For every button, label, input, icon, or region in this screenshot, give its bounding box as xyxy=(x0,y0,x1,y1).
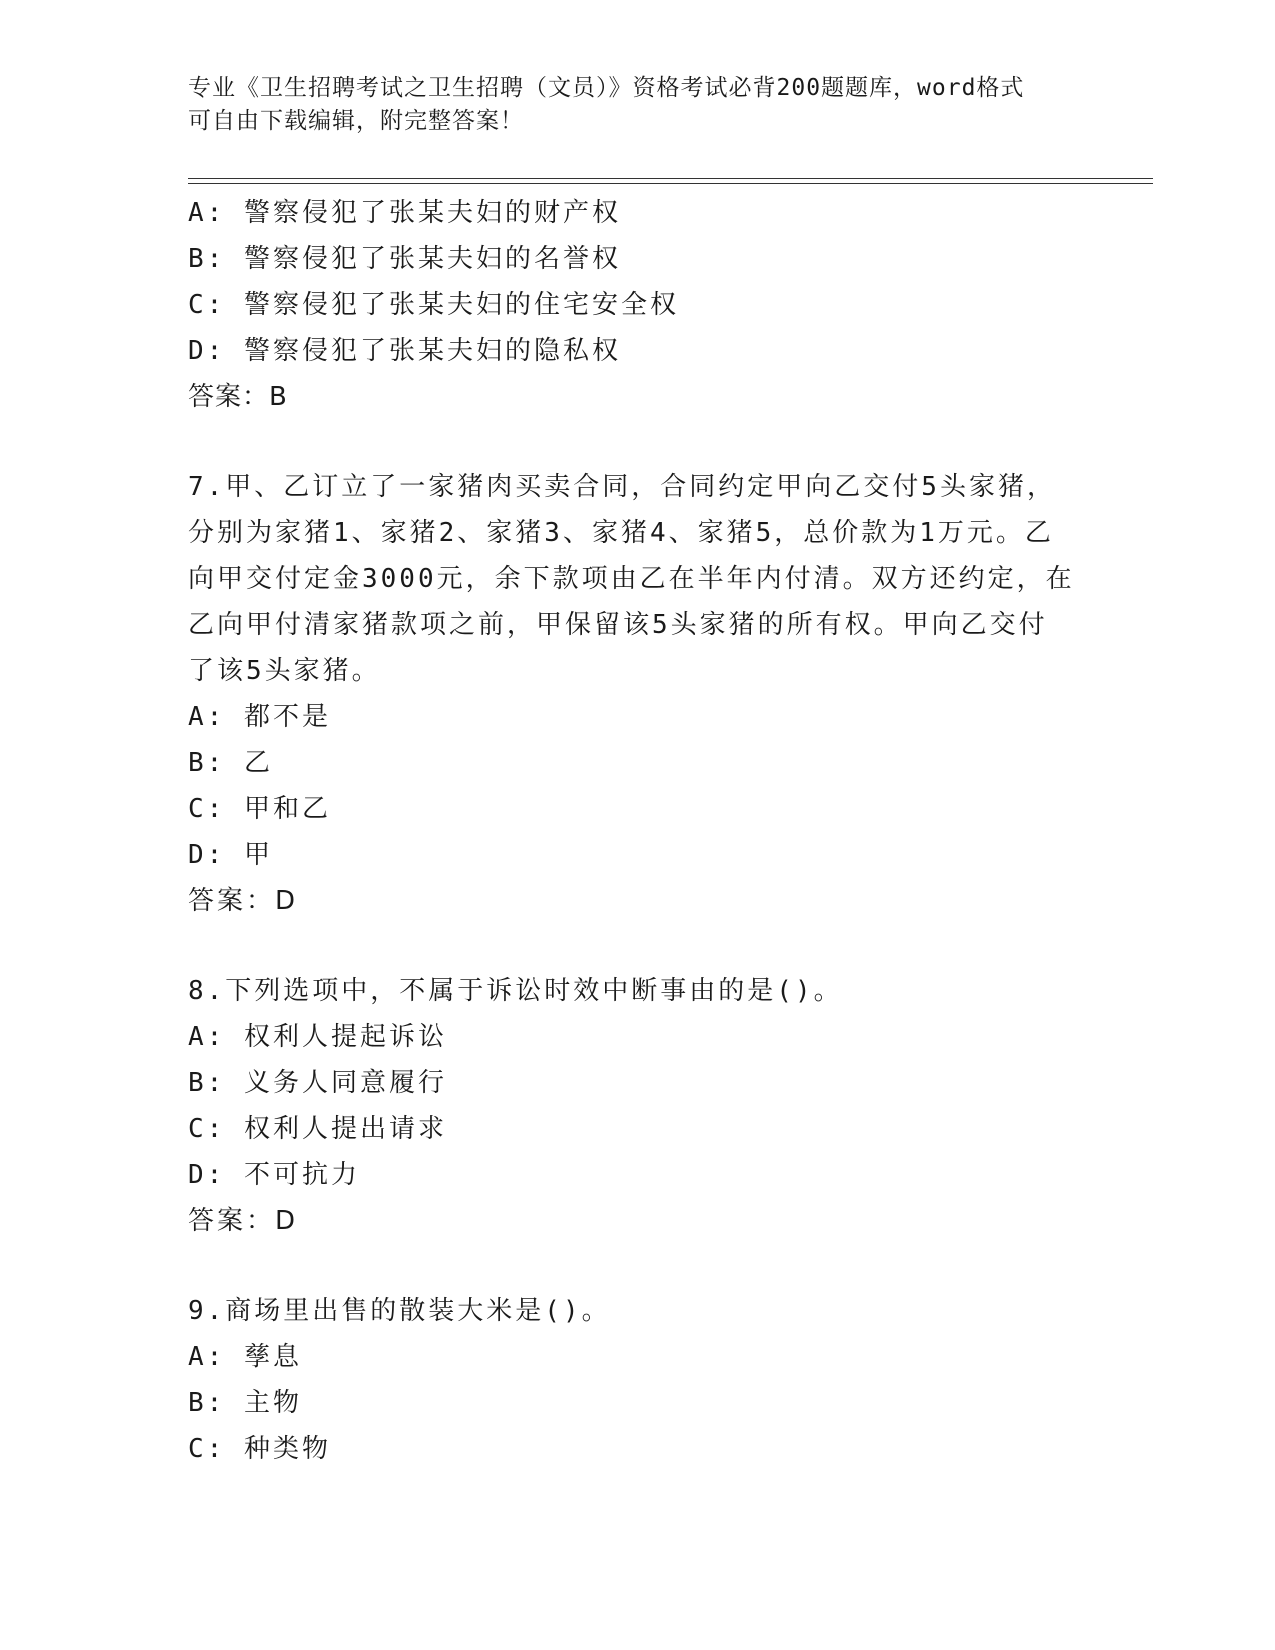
option-b: B: 主物 xyxy=(188,1388,302,1418)
option-a: A: 警察侵犯了张某夫妇的财产权 xyxy=(188,198,621,228)
option-a: A: 孳息 xyxy=(188,1342,302,1372)
question-text-line: 乙向甲付清家猪款项之前，甲保留该5头家猪的所有权。甲向乙交付 xyxy=(188,610,1048,640)
option-b: B: 义务人同意履行 xyxy=(188,1068,447,1098)
question-text-line: 分别为家猪1、家猪2、家猪3、家猪4、家猪5，总价款为1万元。乙 xyxy=(188,518,1054,548)
question-content xyxy=(188,190,1088,1472)
option-b: B: 警察侵犯了张某夫妇的名誉权 xyxy=(188,244,621,274)
option-c: C: 甲和乙 xyxy=(188,794,331,824)
answer-line: 答案：D xyxy=(188,1206,299,1236)
question-text-line: 向甲交付定金3000元，余下款项由乙在半年内付清。双方还约定，在 xyxy=(188,564,1075,594)
answer-line: 答案：D xyxy=(188,886,299,916)
question-6-block xyxy=(188,190,1088,420)
header-line-2: 可自由下载编辑，附完整答案！ xyxy=(188,108,524,134)
header-divider-top xyxy=(188,178,1153,179)
option-c: C: 警察侵犯了张某夫妇的住宅安全权 xyxy=(188,290,679,320)
question-8-block xyxy=(188,968,1088,1244)
question-9-block xyxy=(188,1288,1088,1472)
option-c: C: 种类物 xyxy=(188,1434,331,1464)
header-line-1: 专业《卫生招聘考试之卫生招聘（文员）》资格考试必背200题题库，word格式 xyxy=(188,75,1025,101)
spacer xyxy=(188,420,1088,464)
option-d: D: 警察侵犯了张某夫妇的隐私权 xyxy=(188,336,621,366)
question-7-block xyxy=(188,464,1088,924)
spacer xyxy=(188,924,1088,968)
option-d: D: 不可抗力 xyxy=(188,1160,360,1190)
option-a: A: 都不是 xyxy=(188,702,331,732)
option-d: D: 甲 xyxy=(188,840,273,870)
question-text-line: 9.商场里出售的散装大米是()。 xyxy=(188,1296,611,1326)
question-text-line: 7.甲、乙订立了一家猪肉买卖合同，合同约定甲向乙交付5头家猪， xyxy=(188,472,1056,502)
answer-line: 答案：B xyxy=(188,382,288,412)
header-divider-bottom xyxy=(188,183,1153,184)
spacer xyxy=(188,1244,1088,1288)
option-a: A: 权利人提起诉讼 xyxy=(188,1022,447,1052)
option-b: B: 乙 xyxy=(188,748,273,778)
question-text-line: 了该5头家猪。 xyxy=(188,656,381,686)
option-c: C: 权利人提出请求 xyxy=(188,1114,447,1144)
question-text-line: 8.下列选项中，不属于诉讼时效中断事由的是()。 xyxy=(188,976,843,1006)
document-header xyxy=(188,72,1088,138)
